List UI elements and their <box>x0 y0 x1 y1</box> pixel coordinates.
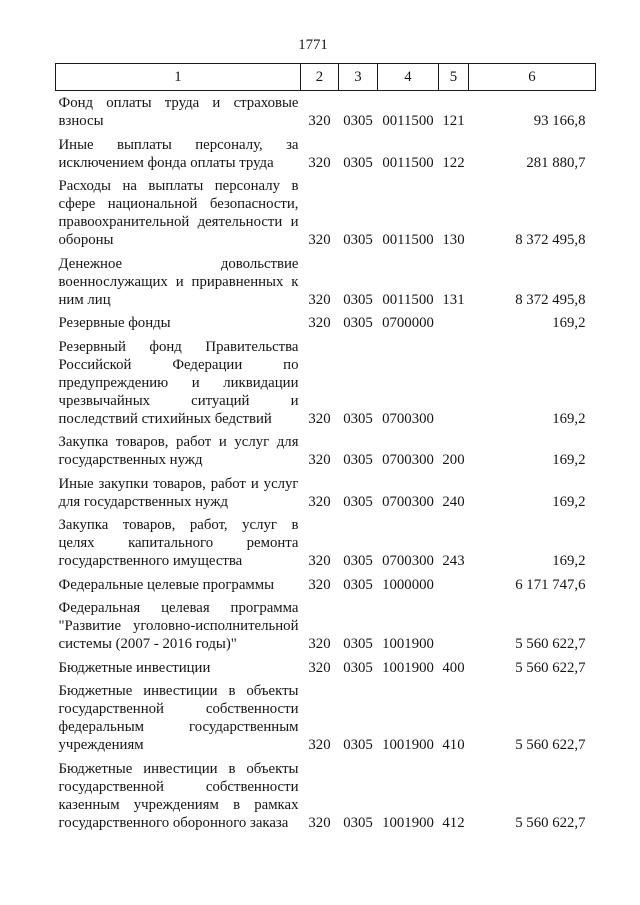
ministry-code: 320 <box>308 493 331 510</box>
amount: 169,2 <box>552 315 586 331</box>
target-code: 0700300 <box>382 452 434 468</box>
item-name <box>56 757 301 835</box>
amount: 5 560 622,7 <box>515 636 586 652</box>
item-name <box>56 472 301 514</box>
ministry-code: 320 <box>308 636 331 652</box>
amount: 5 560 622,7 <box>515 737 586 753</box>
item-name-line: Бюджетные инвестиции <box>58 659 211 676</box>
table-row <box>56 174 596 252</box>
section-code: 0305 <box>343 291 373 308</box>
item-name-line: учреждениям <box>58 737 144 753</box>
expense-type-code <box>439 596 469 656</box>
target-code: 0700300 <box>382 553 434 569</box>
target-code: 1001900 <box>382 636 434 652</box>
expense-type-code: 243 <box>442 553 465 569</box>
expense-type-code: 410 <box>442 737 465 753</box>
ministry-code: 320 <box>308 291 331 308</box>
section-code: 0305 <box>343 452 373 468</box>
column-header: 2 <box>301 64 339 91</box>
section-code: 0305 <box>343 576 373 593</box>
section-code: 0305 <box>343 553 373 569</box>
item-name-line: Федеральные целевые программы <box>58 576 275 593</box>
item-name-line: Российской Федерации по <box>58 356 299 373</box>
item-name-line: последствий стихийных бедствий <box>58 410 272 427</box>
item-name <box>56 133 301 175</box>
expense-type-code <box>439 335 469 431</box>
section-code: 0305 <box>343 636 373 652</box>
table-row <box>56 513 596 573</box>
amount: 281 880,7 <box>526 154 586 171</box>
expense-type-code: 240 <box>442 493 465 510</box>
expense-type-code <box>439 311 469 335</box>
amount: 5 560 622,7 <box>515 659 586 676</box>
item-name-line: военнослужащих и приравненных к <box>58 273 299 290</box>
item-name-line: Резервные фонды <box>58 315 171 331</box>
table-row <box>56 596 596 656</box>
page-number: 1771 <box>298 37 328 53</box>
target-code: 0700300 <box>382 410 434 427</box>
item-name-line: Резервный фонд Правительства <box>58 338 299 355</box>
ministry-code: 320 <box>308 452 331 468</box>
amount: 6 171 747,6 <box>515 576 586 593</box>
ministry-code: 320 <box>308 113 331 129</box>
item-name-line: взносы <box>58 113 104 129</box>
item-name-line: предупреждению и ликвидации <box>58 374 299 391</box>
amount: 8 372 495,8 <box>515 291 586 308</box>
ministry-code: 320 <box>308 232 331 248</box>
table-row <box>56 335 596 431</box>
column-header: 3 <box>339 64 378 91</box>
item-name-line: чрезвычайных ситуаций и <box>58 392 299 409</box>
ministry-code: 320 <box>308 737 331 753</box>
item-name <box>56 311 301 335</box>
section-code: 0305 <box>343 315 373 331</box>
item-name-line: Иные закупки товаров, работ и услуг <box>58 475 299 492</box>
item-name-line: Бюджетные инвестиции в объекты <box>58 683 299 699</box>
table-row <box>56 573 596 597</box>
section-code: 0305 <box>343 232 373 248</box>
table-row <box>56 656 596 680</box>
table-row <box>56 311 596 335</box>
target-code: 1001900 <box>382 814 434 831</box>
item-name-line: Расходы на выплаты персоналу в <box>58 178 299 194</box>
column-header: 6 <box>469 64 596 91</box>
item-name <box>56 430 301 472</box>
amount: 93 166,8 <box>533 113 586 129</box>
expense-type-code <box>439 573 469 597</box>
ministry-code: 320 <box>308 154 331 171</box>
item-name-line: обороны <box>58 232 114 248</box>
target-code: 0700000 <box>382 315 434 331</box>
item-name <box>56 252 301 312</box>
target-code: 0011500 <box>382 232 434 248</box>
ministry-code: 320 <box>308 315 331 331</box>
item-name-line: исключением фонда оплаты труда <box>58 154 274 171</box>
table-row <box>56 91 596 133</box>
ministry-code: 320 <box>308 576 331 593</box>
table-row <box>56 252 596 312</box>
item-name-line: сфере национальной безопасности, <box>58 196 299 212</box>
table-header-row <box>56 64 596 91</box>
item-name-line: Денежное довольствие <box>58 255 299 272</box>
amount: 169,2 <box>552 553 586 569</box>
item-name-line: системы (2007 - 2016 годы)" <box>58 636 237 652</box>
expense-type-code: 200 <box>442 452 465 468</box>
item-name-line: Федеральная целевая программа <box>58 600 299 616</box>
target-code: 0011500 <box>382 291 434 308</box>
item-name <box>56 679 301 757</box>
section-code: 0305 <box>343 659 373 676</box>
item-name-line: Фонд оплаты труда и страховые <box>58 95 299 111</box>
section-code: 0305 <box>343 493 373 510</box>
target-code: 1001900 <box>382 659 434 676</box>
item-name-line: Иные выплаты персоналу, за <box>58 136 299 153</box>
ministry-code: 320 <box>308 553 331 569</box>
item-name-line: государственного оборонного заказа <box>58 814 289 831</box>
item-name-line: Закупка товаров, работ, услуг в <box>58 517 299 533</box>
item-name-line: "Развитие уголовно-исполнительной <box>58 618 299 634</box>
target-code: 1000000 <box>382 576 434 593</box>
expense-type-code: 122 <box>442 154 465 171</box>
amount: 8 372 495,8 <box>515 232 586 248</box>
target-code: 0011500 <box>382 154 434 171</box>
item-name-line: государственной собственности <box>58 778 299 795</box>
target-code: 0011500 <box>382 113 434 129</box>
item-name <box>56 573 301 597</box>
target-code: 1001900 <box>382 737 434 753</box>
table-row <box>56 430 596 472</box>
budget-table <box>55 63 596 834</box>
section-code: 0305 <box>343 410 373 427</box>
amount: 169,2 <box>552 493 586 510</box>
item-name-line: для государственных нужд <box>58 493 228 510</box>
item-name-line: ним лиц <box>58 291 111 308</box>
table-row <box>56 679 596 757</box>
item-name <box>56 335 301 431</box>
expense-type-code: 130 <box>442 232 465 248</box>
ministry-code: 320 <box>308 814 331 831</box>
item-name-line: Закупка товаров, работ и услуг для <box>58 434 299 450</box>
expense-type-code: 412 <box>442 814 465 831</box>
item-name-line: Бюджетные инвестиции в объекты <box>58 760 299 777</box>
item-name-line: федеральным государственным <box>58 719 299 735</box>
ministry-code: 320 <box>308 410 331 427</box>
table-row <box>56 757 596 835</box>
item-name-line: правоохранительной деятельности и <box>58 214 299 230</box>
item-name <box>56 513 301 573</box>
amount: 169,2 <box>552 452 586 468</box>
section-code: 0305 <box>343 737 373 753</box>
table-row <box>56 472 596 514</box>
section-code: 0305 <box>343 814 373 831</box>
item-name <box>56 656 301 680</box>
column-header: 5 <box>439 64 469 91</box>
amount: 169,2 <box>552 410 586 427</box>
expense-type-code: 121 <box>442 113 465 129</box>
item-name-line: государственного имущества <box>58 553 243 569</box>
item-name-line: государственных нужд <box>58 452 203 468</box>
item-name-line: казенным учреждениям в рамках <box>58 796 299 813</box>
target-code: 0700300 <box>382 493 434 510</box>
item-name-line: целях капитального ремонта <box>58 535 299 551</box>
expense-type-code: 131 <box>442 291 465 308</box>
ministry-code: 320 <box>308 659 331 676</box>
table-row <box>56 133 596 175</box>
item-name <box>56 91 301 133</box>
item-name-line: государственной собственности <box>58 701 299 717</box>
amount: 5 560 622,7 <box>515 814 586 831</box>
item-name <box>56 596 301 656</box>
column-header: 1 <box>56 64 301 91</box>
item-name <box>56 174 301 252</box>
column-header: 4 <box>378 64 439 91</box>
section-code: 0305 <box>343 154 373 171</box>
expense-type-code: 400 <box>442 659 465 676</box>
section-code: 0305 <box>343 113 373 129</box>
